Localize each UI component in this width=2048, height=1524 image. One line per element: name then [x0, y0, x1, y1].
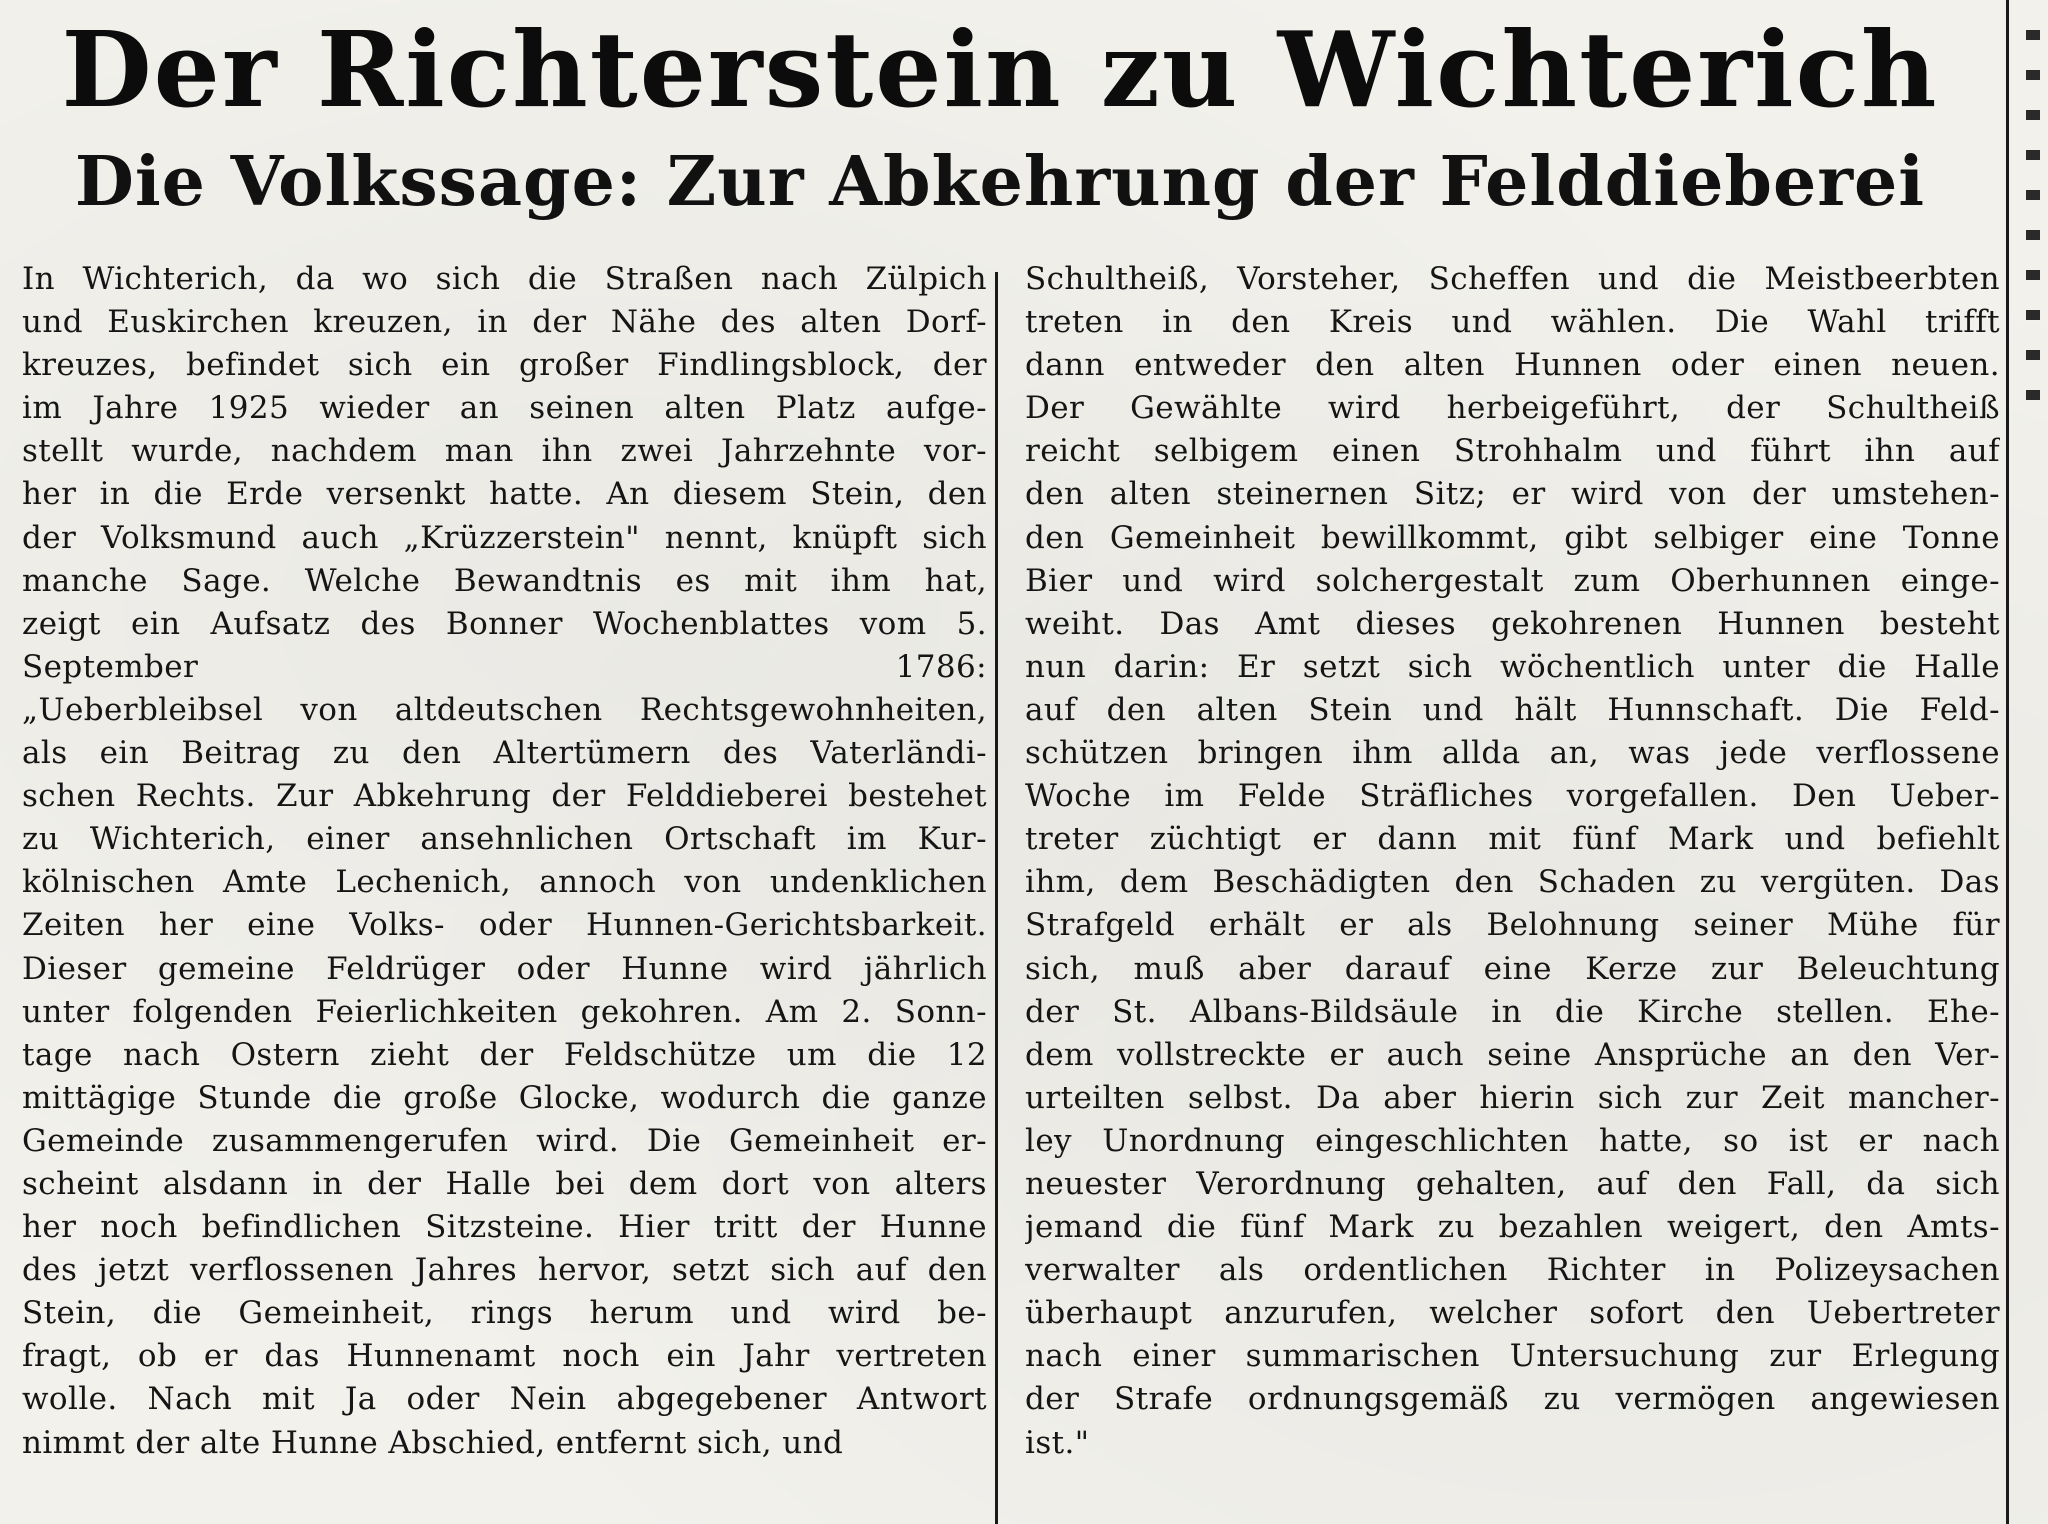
text-line: ist.": [1025, 1424, 1090, 1461]
text-line: ley Unordnung eingeschlichten hatte, so ist er nach: [1025, 1122, 2000, 1159]
text-line: her in die Erde versenkt hatte. An diesem Stein, den: [22, 476, 987, 513]
text-line: Zeiten her eine Volks- oder Hunnen-Gerichtsbarkeit.: [22, 907, 987, 944]
text-line: tage nach Ostern zieht der Feldschütze um die 12: [22, 1036, 987, 1073]
text-column-right: [1025, 258, 2000, 1465]
text-line: Schultheiß, Vorsteher, Scheffen und die Meistbeerbten: [1025, 261, 2000, 297]
text-line: verwalter als ordentlichen Richter in Polizeysachen: [1025, 1252, 2000, 1289]
text-line: den alten steinernen Sitz; er wird von der umstehen-: [1025, 476, 2000, 513]
text-line: Dieser gemeine Feldrüger oder Hunne wird jährlich: [22, 950, 987, 987]
text-line: kreuzes, befindet sich ein großer Findlingsblock, der: [22, 347, 987, 384]
text-line: Gemeinde zusammengerufen wird. Die Gemeinheit er-: [22, 1122, 987, 1159]
text-line: unter folgenden Feierlichkeiten gekohren. Am 2. Sonn-: [22, 993, 987, 1030]
text-line: Stein, die Gemeinheit, rings herum und wird be-: [22, 1295, 987, 1332]
text-line: den Gemeinheit bewillkommt, gibt selbiger eine Tonne: [1025, 519, 2000, 556]
text-line: schen Rechts. Zur Abkehrung der Felddieberei bestehet: [22, 778, 987, 815]
text-line: Der Gewählte wird herbeigeführt, der Schultheiß: [1025, 390, 2000, 427]
article-subheadline: Die Volkssage: Zur Abkehrung der Felddieberei: [74, 142, 1926, 222]
text-line: kölnischen Amte Lechenich, annoch von undenklichen: [22, 864, 987, 901]
text-line: scheint alsdann in der Halle bei dem dort von alters: [22, 1165, 987, 1202]
text-line: fragt, ob er das Hunnenamt noch ein Jahr vertreten: [22, 1338, 987, 1375]
page-edge-rule: [2006, 0, 2009, 1524]
text-line: treter züchtigt er dann mit fünf Mark und befiehlt: [1025, 821, 2000, 858]
text-line: zeigt ein Aufsatz des Bonner Wochenblattes vom 5.: [22, 605, 987, 642]
text-line: „Ueberbleibsel von altdeutschen Rechtsgewohnheiten,: [22, 691, 987, 728]
text-line: urteilten selbst. Da aber hierin sich zur Zeit mancher-: [1025, 1079, 2000, 1116]
text-line: dann entweder den alten Hunnen oder einen neuen.: [1025, 347, 2000, 384]
text-line: reicht selbigem einen Strohhalm und führt ihn auf: [1025, 433, 2000, 470]
adjacent-column-fragment: [2018, 0, 2048, 1524]
text-line: weiht. Das Amt dieses gekohrenen Hunnen besteht: [1025, 605, 2000, 642]
text-line: Bier und wird solchergestalt zum Oberhunnen einge-: [1025, 562, 2000, 599]
text-line: auf den alten Stein und hält Hunnschaft. Die Feld-: [1025, 691, 2000, 728]
text-line: im Jahre 1925 wieder an seinen alten Platz aufge-: [22, 390, 987, 427]
text-line: nimmt der alte Hunne Abschied, entfernt sich, und: [22, 1424, 844, 1461]
text-line: als ein Beitrag zu den Altertümern des Vaterländi-: [22, 735, 987, 772]
text-line: schützen bringen ihm allda an, was jede verflossene: [1025, 735, 2000, 772]
text-line: sich, muß aber darauf eine Kerze zur Beleuchtung: [1025, 950, 2000, 987]
text-line: neuester Verordnung gehalten, auf den Fall, da sich: [1025, 1165, 2000, 1202]
text-line: stellt wurde, nachdem man ihn zwei Jahrzehnte vor-: [22, 433, 987, 470]
text-line: überhaupt anzurufen, welcher sofort den Uebertreter: [1025, 1295, 2000, 1332]
text-line: September 1786:: [22, 648, 987, 685]
text-line: treten in den Kreis und wählen. Die Wahl trifft: [1025, 304, 2000, 341]
text-line: Strafgeld erhält er als Belohnung seiner Mühe für: [1025, 907, 2000, 944]
text-line: Woche im Felde Sträfliches vorgefallen. Den Ueber-: [1025, 778, 2000, 815]
text-line: manche Sage. Welche Bewandtnis es mit ihm hat,: [22, 562, 987, 599]
text-column-left: [22, 258, 987, 1465]
text-line: nach einer summarischen Untersuchung zur Erlegung: [1025, 1338, 2000, 1375]
text-line: der St. Albans-Bildsäule in die Kirche stellen. Ehe-: [1025, 993, 2000, 1030]
article-headline: Der Richterstein zu Wichterich: [61, 8, 1939, 131]
text-line: In Wichterich, da wo sich die Straßen nach Zülpich: [22, 261, 987, 297]
text-line: wolle. Nach mit Ja oder Nein abgegebener Antwort: [22, 1381, 987, 1418]
text-line: zu Wichterich, einer ansehnlichen Ortschaft im Kur-: [22, 821, 987, 858]
text-line: jemand die fünf Mark zu bezahlen weigert, den Amts-: [1025, 1209, 2000, 1246]
column-divider: [995, 272, 998, 1524]
text-line: nun darin: Er setzt sich wöchentlich unter die Halle: [1025, 648, 2000, 685]
text-line: her noch befindlichen Sitzsteine. Hier tritt der Hunne: [22, 1209, 987, 1246]
text-line: der Volksmund auch „Krüzzerstein" nennt, knüpft sich: [22, 519, 987, 556]
text-line: dem vollstreckte er auch seine Ansprüche an den Ver-: [1025, 1036, 2000, 1073]
text-line: der Strafe ordnungsgemäß zu vermögen angewiesen: [1025, 1381, 2000, 1418]
text-line: ihm, dem Beschädigten den Schaden zu vergüten. Das: [1025, 864, 2000, 901]
text-line: mittägige Stunde die große Glocke, wodurch die ganze: [22, 1079, 987, 1116]
text-line: des jetzt verflossenen Jahres hervor, setzt sich auf den: [22, 1252, 987, 1289]
text-line: und Euskirchen kreuzen, in der Nähe des alten Dorf-: [22, 304, 987, 341]
